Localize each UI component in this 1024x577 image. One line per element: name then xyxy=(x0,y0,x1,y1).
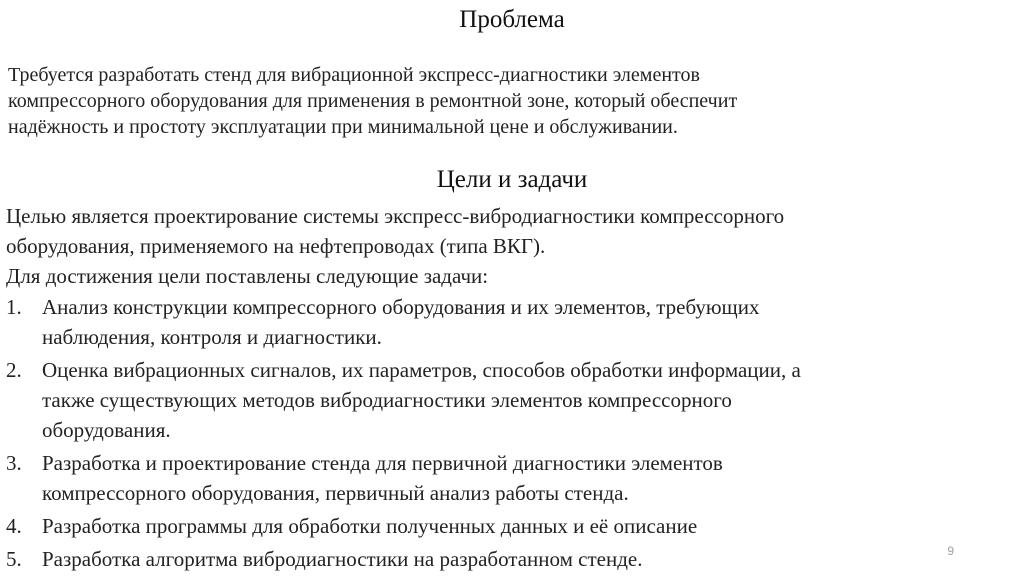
problem-line: надёжность и простоту эксплуатации при минимальной цене и обслуживании. xyxy=(8,116,678,138)
task-line: оборудования. xyxy=(42,418,171,442)
task-line: Разработка и проектирование стенда для первичной диагностики элементов xyxy=(42,451,723,475)
problem-title: Проблема xyxy=(459,6,565,33)
tasks-list xyxy=(6,292,1018,577)
task-line: также существующих методов вибродиагностики элементов компрессорного xyxy=(42,388,732,412)
aim-line: оборудования, применяемого на нефтепроводах (типа ВКГ). xyxy=(6,234,546,258)
problem-description xyxy=(8,62,1008,140)
aim-line: Целью является проектирование системы экспресс-вибродиагностики компрессорного xyxy=(6,204,785,228)
task-item xyxy=(6,448,1018,508)
task-line: Оценка вибрационных сигналов, их параметров, способов обработки информации, а xyxy=(42,358,801,382)
task-item xyxy=(6,355,1018,445)
task-item xyxy=(6,292,1018,352)
task-line: Разработка программы для обработки полученных данных и её описание xyxy=(42,514,698,538)
task-line: компрессорного оборудования, первичный анализ работы стенда. xyxy=(42,481,629,505)
goals-title: Цели и задачи xyxy=(436,166,588,193)
task-item xyxy=(6,511,1018,541)
task-line: наблюдения, контроля и диагностики. xyxy=(42,325,382,349)
page-number: 9 xyxy=(947,544,954,558)
task-number: 1. xyxy=(6,295,22,319)
tasks-intro: Для достижения цели поставлены следующие задачи: xyxy=(6,264,489,288)
task-number: 4. xyxy=(6,514,22,538)
task-item xyxy=(6,544,1018,574)
problem-line: компрессорного оборудования для применения в ремонтной зоне, который обеспечит xyxy=(8,90,738,112)
task-number: 2. xyxy=(6,358,22,382)
problem-line: Требуется разработать стенд для вибрационной экспресс-диагностики элементов xyxy=(8,64,700,86)
goals-aim xyxy=(6,201,1016,291)
task-line: Разработка алгоритма вибродиагностики на разработанном стенде. xyxy=(42,547,643,571)
task-number: 5. xyxy=(6,547,22,571)
task-line: Анализ конструкции компрессорного оборудования и их элементов, требующих xyxy=(42,295,760,319)
task-number: 3. xyxy=(6,451,22,475)
